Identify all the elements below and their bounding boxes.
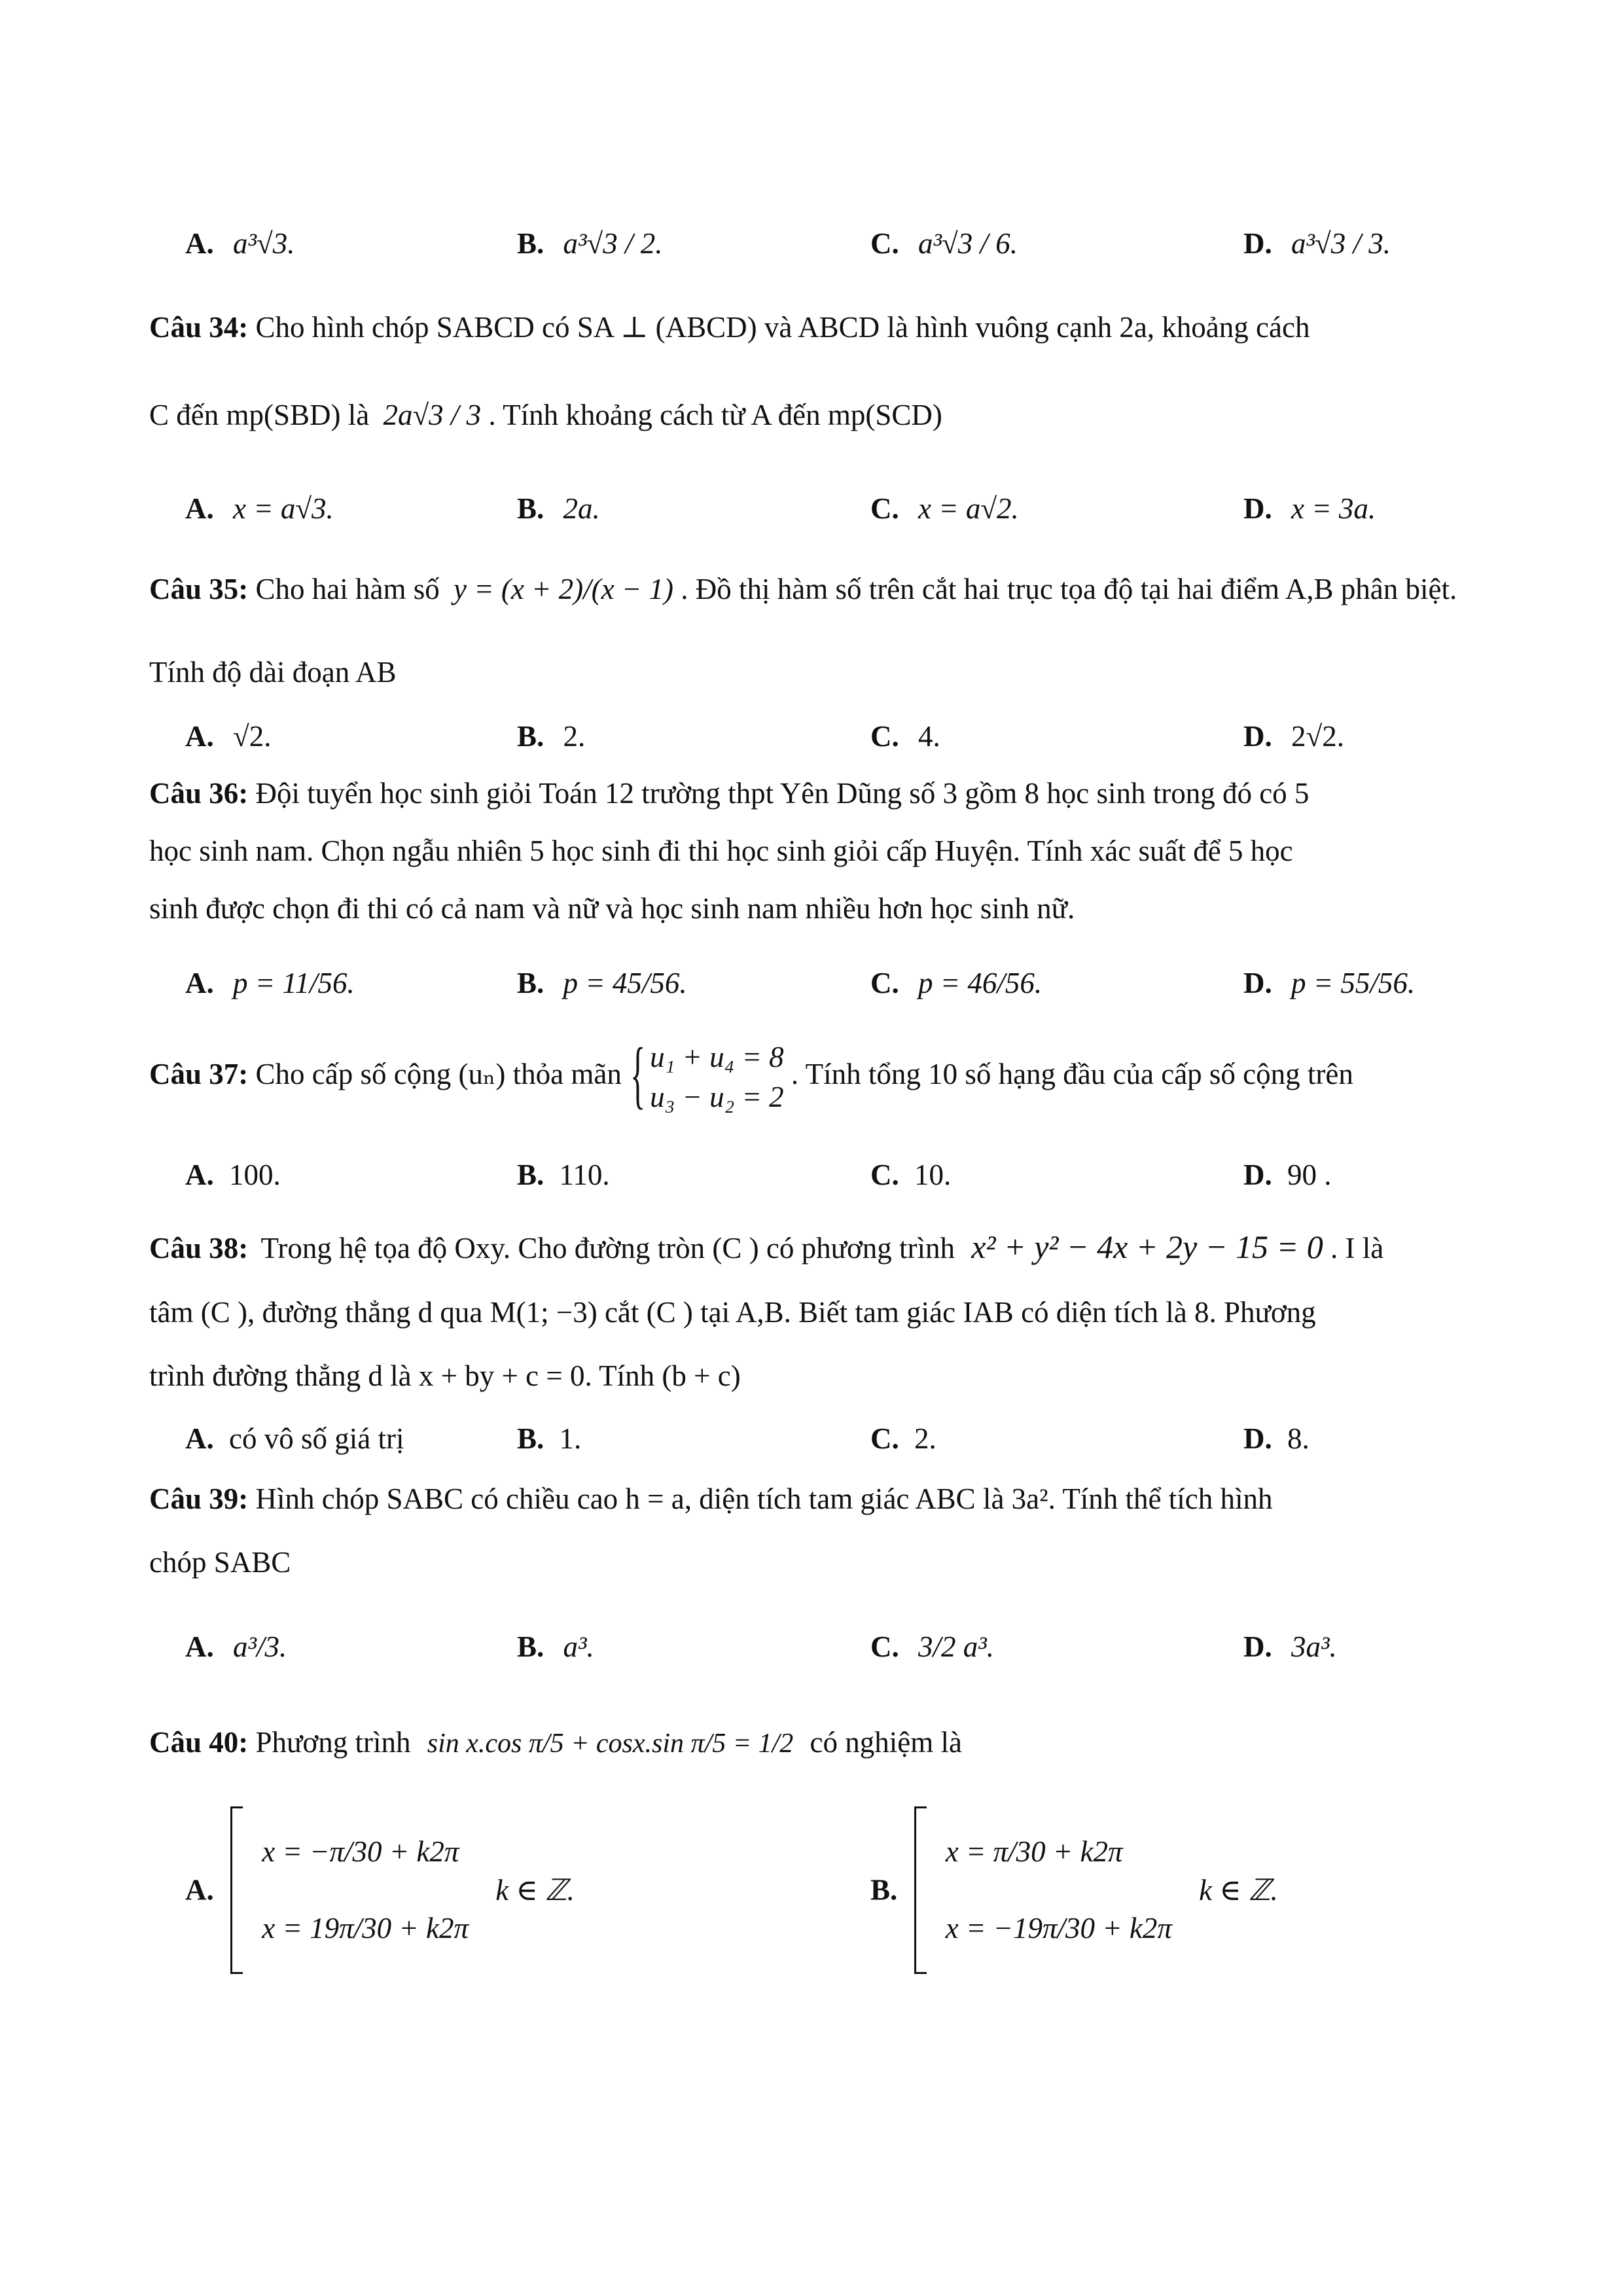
option-expr: 4. — [918, 720, 940, 753]
solution-line-1: x = −π/30 + k2π — [262, 1835, 459, 1868]
q36-option-c[interactable] — [870, 969, 1042, 998]
question-text: . Tính tổng 10 số hạng đầu của cấp số cộng trên — [791, 1058, 1353, 1091]
option-expr: 2√2. — [1291, 720, 1344, 753]
option-expr: 2. — [563, 720, 586, 753]
q35-line-1 — [149, 575, 1457, 604]
q39-option-b[interactable] — [517, 1632, 594, 1662]
q33-option-a[interactable] — [185, 229, 294, 259]
option-label: A. — [185, 227, 214, 260]
equation-system — [633, 1037, 784, 1117]
question-label: Câu 35: — [149, 573, 249, 605]
spacer — [262, 1871, 469, 1910]
q38-option-a[interactable] — [185, 1424, 404, 1454]
question-label: Câu 39: — [149, 1482, 249, 1515]
option-expr: 8. — [1287, 1422, 1310, 1455]
option-label: C. — [870, 1158, 899, 1191]
q37-option-b[interactable] — [517, 1160, 610, 1190]
option-label: B. — [517, 967, 544, 999]
q36-option-d[interactable] — [1243, 969, 1415, 998]
q36-option-a[interactable] — [185, 969, 355, 998]
system-equation-2: u₃ − u₂ = 2 — [650, 1080, 784, 1113]
q34-option-a[interactable] — [185, 494, 334, 524]
question-text: trình đường thẳng d là x + by + c = 0. Tính (b + c) — [149, 1359, 741, 1392]
option-label: B. — [517, 1422, 544, 1455]
option-label: A. — [185, 720, 214, 753]
option-expr: 1. — [559, 1422, 582, 1455]
option-label: C. — [870, 227, 899, 260]
option-expr: p = 11/56. — [233, 967, 355, 999]
option-label: C. — [870, 967, 899, 999]
option-expr: 3/2 a³. — [918, 1630, 994, 1663]
option-expr: p = 55/56. — [1291, 967, 1416, 999]
q36-line-2 — [149, 836, 1293, 866]
question-text: Hình chóp SABC có chiều cao h = a, diện tích tam giác ABC là 3a². Tính thể tích hình — [255, 1482, 1273, 1515]
q35-option-c[interactable] — [870, 722, 940, 751]
option-expr: 90 . — [1287, 1158, 1332, 1191]
solution-line-1: x = π/30 + k2π — [945, 1835, 1123, 1868]
question-text: sinh được chọn đi thi có cả nam và nữ và học sinh nam nhiều hơn học sinh nữ. — [149, 892, 1075, 925]
option-label: D. — [1243, 1422, 1272, 1455]
option-expr: a³/3. — [233, 1630, 287, 1663]
option-expr: 110. — [559, 1158, 610, 1191]
option-expr: có vô số giá trị — [229, 1422, 404, 1455]
q33-option-d[interactable] — [1243, 229, 1391, 259]
question-text: C đến mp(SBD) là — [149, 399, 370, 431]
option-label: A. — [185, 1158, 214, 1191]
question-text: Phương trình — [255, 1726, 411, 1759]
option-expr: 3a³. — [1291, 1630, 1337, 1663]
q36-line-1 — [149, 779, 1309, 808]
question-label: Câu 40: — [149, 1726, 249, 1759]
q35-option-b[interactable] — [517, 722, 585, 751]
question-text: Trong hệ tọa độ Oxy. Cho đường tròn (C ) có phương trình — [260, 1232, 955, 1265]
question-label: Câu 37: — [149, 1058, 249, 1091]
option-label: D. — [1243, 227, 1272, 260]
system-equation-1: { u₁ + u₄ = 8 — [650, 1041, 784, 1073]
option-label: A. — [185, 1630, 214, 1663]
option-label: D. — [1243, 720, 1272, 753]
question-text: . Tính khoảng cách từ A đến mp(SCD) — [488, 399, 942, 431]
solution-set — [250, 1833, 469, 1947]
question-text: . I là — [1330, 1232, 1384, 1265]
trig-equation: sin x.cos π/5 + cosx.sin π/5 = 1/2 — [427, 1729, 794, 1759]
option-label: C. — [870, 720, 899, 753]
q38-option-d[interactable] — [1243, 1424, 1310, 1454]
option-expr: a³√3 / 3. — [1291, 227, 1391, 260]
question-text: Cho hình chóp SABCD có SA ⊥ (ABCD) và ABCD là hình vuông cạnh 2a, khoảng cách — [255, 311, 1310, 344]
q33-option-b[interactable] — [517, 229, 662, 259]
option-expr: a³√3. — [233, 227, 295, 260]
option-label: C. — [870, 1630, 899, 1663]
solution-set — [934, 1833, 1172, 1947]
option-label: C. — [870, 1422, 899, 1455]
q37-option-a[interactable] — [185, 1160, 281, 1190]
q38-line-2 — [149, 1298, 1316, 1327]
option-expr: p = 45/56. — [563, 967, 687, 999]
option-label: B. — [517, 1158, 544, 1191]
option-expr: 100. — [229, 1158, 281, 1191]
option-expr: 2. — [914, 1422, 936, 1455]
q39-line-2 — [149, 1548, 291, 1577]
q35-option-a[interactable] — [185, 722, 271, 751]
option-expr: a³. — [563, 1630, 594, 1663]
q39-line-1 — [149, 1484, 1273, 1514]
option-label: B. — [517, 492, 544, 525]
option-expr: x = a√2. — [918, 492, 1019, 525]
question-text: Cho cấp số cộng (uₙ) thỏa mãn — [255, 1058, 622, 1091]
q40-option-b[interactable] — [870, 1806, 1278, 1974]
q33-option-c[interactable] — [870, 229, 1018, 259]
option-expr: 10. — [914, 1158, 952, 1191]
integer-condition: k ∈ ℤ. — [1199, 1873, 1278, 1907]
question-label: Câu 38: — [149, 1232, 249, 1265]
question-text: tâm (C ), đường thẳng d qua M(1; −3) cắt (C ) tại A,B. Biết tam giác IAB có diện tích là 8. Phương — [149, 1296, 1316, 1329]
option-label: A. — [185, 967, 214, 999]
question-text: chóp SABC — [149, 1546, 291, 1579]
q39-option-d[interactable] — [1243, 1632, 1337, 1662]
question-text: có nghiệm là — [810, 1726, 962, 1759]
option-label: C. — [870, 492, 899, 525]
q36-line-3 — [149, 894, 1075, 924]
option-expr: √2. — [233, 720, 272, 753]
question-text: . Đồ thị hàm số trên cắt hai trục tọa độ tại hai điểm A,B phân biệt. — [681, 573, 1457, 605]
option-label: D. — [1243, 492, 1272, 525]
option-expr: x = 3a. — [1291, 492, 1376, 525]
q38-line-3 — [149, 1361, 741, 1391]
option-expr: p = 46/56. — [918, 967, 1043, 999]
q38-option-c[interactable] — [870, 1424, 936, 1454]
bracket — [230, 1806, 243, 1974]
distance-fraction: 2a√3 / 3 — [383, 399, 482, 431]
question-text: Đội tuyển học sinh giỏi Toán 12 trường thpt Yên Dũng số 3 gồm 8 học sinh trong đó có 5 — [255, 777, 1310, 810]
q36-option-b[interactable] — [517, 969, 687, 998]
q39-option-a[interactable] — [185, 1632, 287, 1662]
q34-option-d[interactable] — [1243, 494, 1376, 524]
q37-option-d[interactable] — [1243, 1160, 1332, 1190]
q35-line-2 — [149, 658, 396, 687]
question-text: Cho hai hàm số — [255, 573, 440, 605]
option-label: D. — [1243, 1158, 1272, 1191]
option-label: A. — [185, 1422, 214, 1455]
question-text: Tính độ dài đoạn AB — [149, 656, 397, 689]
question-label: Câu 36: — [149, 777, 249, 810]
spacer — [946, 1871, 1172, 1910]
option-label: B. — [517, 227, 544, 260]
q38-line-1 — [149, 1230, 1383, 1263]
question-label: Câu 34: — [149, 311, 249, 344]
q37-line-1 — [149, 1037, 1353, 1117]
integer-condition: k ∈ ℤ. — [495, 1873, 575, 1907]
function-formula: y = (x + 2)/(x − 1) — [454, 573, 673, 605]
option-label: D. — [1243, 967, 1272, 999]
q39-option-c[interactable] — [870, 1632, 994, 1662]
option-expr: 2a. — [563, 492, 600, 525]
q40-line-1 — [149, 1728, 962, 1757]
solution-line-2: x = 19π/30 + k2π — [262, 1912, 469, 1945]
circle-equation: x² + y² − 4x + 2y − 15 = 0 — [971, 1229, 1323, 1265]
option-label: B. — [517, 720, 544, 753]
q34-option-c[interactable] — [870, 494, 1019, 524]
option-label: B. — [517, 1630, 544, 1663]
bracket — [914, 1806, 927, 1974]
q34-line-2 — [149, 401, 942, 430]
option-label: A. — [185, 1873, 214, 1907]
option-expr: x = a√3. — [233, 492, 334, 525]
q40-option-a[interactable] — [185, 1806, 575, 1974]
q34-line-1 — [149, 313, 1310, 342]
solution-line-2: x = −19π/30 + k2π — [945, 1912, 1172, 1945]
option-label: D. — [1243, 1630, 1272, 1663]
option-expr: a³√3 / 2. — [563, 227, 663, 260]
option-label: A. — [185, 492, 214, 525]
option-expr: a³√3 / 6. — [918, 227, 1018, 260]
option-label: B. — [870, 1873, 898, 1907]
question-text: học sinh nam. Chọn ngẫu nhiên 5 học sinh đi thi học sinh giỏi cấp Huyện. Tính xác suất để 5 học — [149, 834, 1293, 867]
q37-option-c[interactable] — [870, 1160, 951, 1190]
q38-option-b[interactable] — [517, 1424, 581, 1454]
q34-option-b[interactable] — [517, 494, 600, 524]
q35-option-d[interactable] — [1243, 722, 1344, 751]
